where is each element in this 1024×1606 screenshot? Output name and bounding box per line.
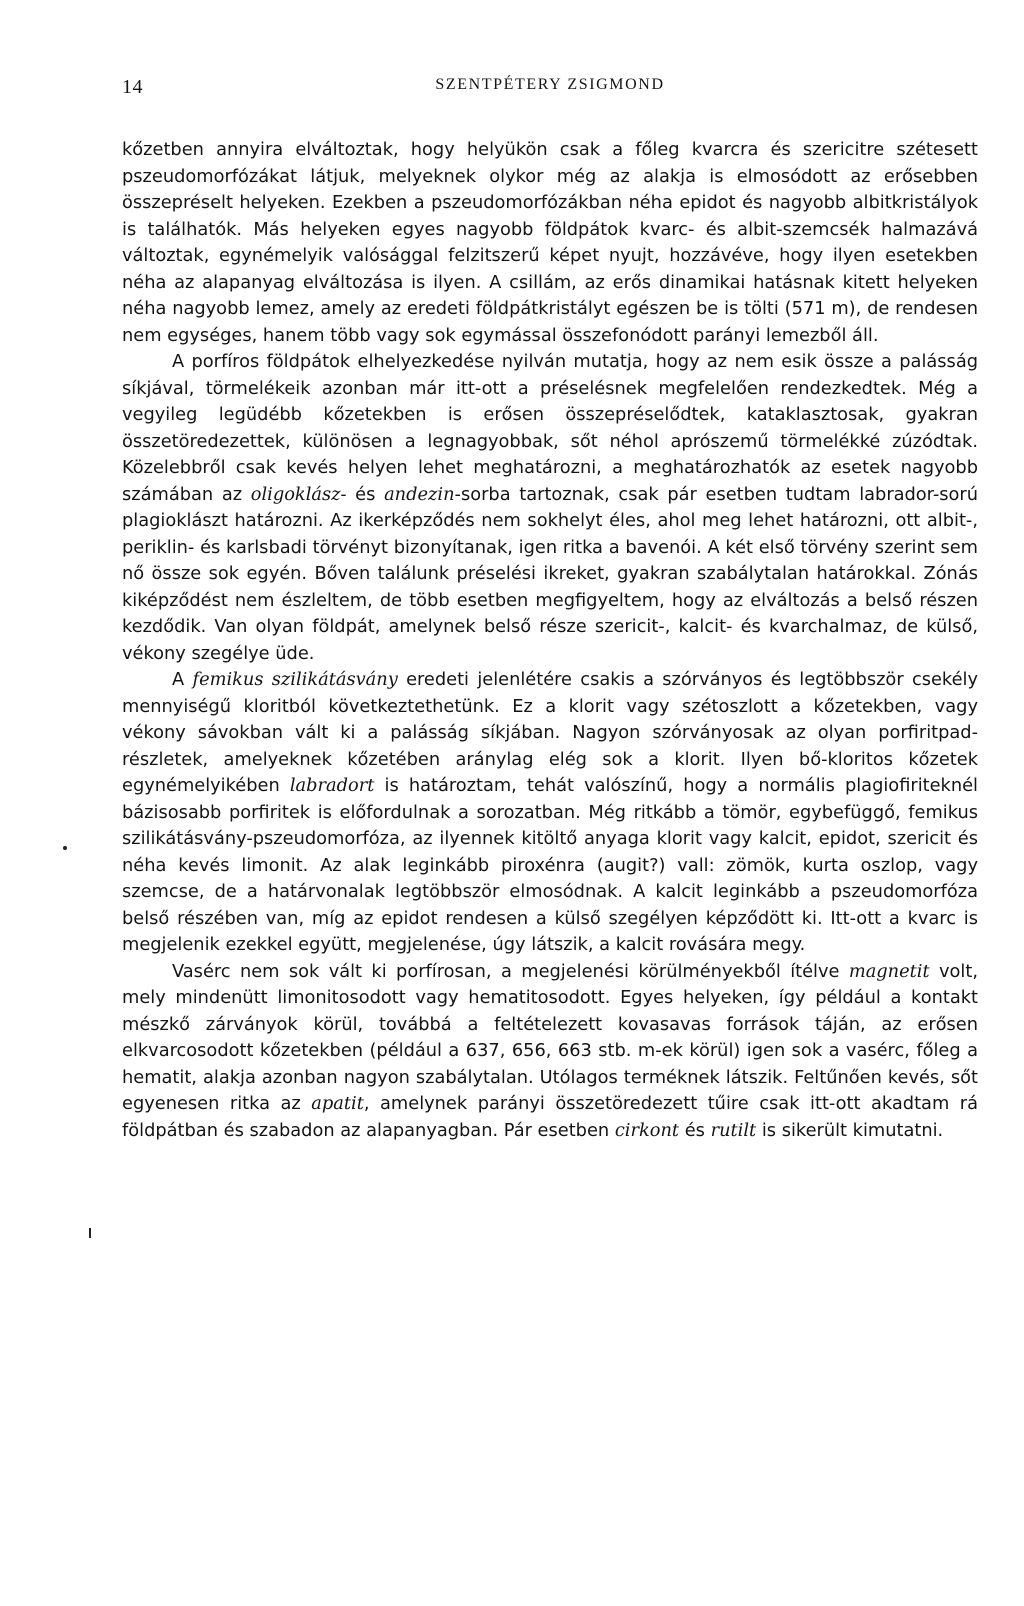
body-text (122, 137, 978, 1144)
text-run: eredeti jelenlétére csakis a szórványos és legtöbbször csekély mennyiségű kloritból következtethetünk. Ez a klorit vagy szétoszlott a kőzetekben, vagy vékony sávokban vált ki a palásság síkjában. Nagyon szórványosak az olyan porfiritpad-részletek, amelyeknek kőzetében aránylag elég sok a klorit. Ilyen bő-kloritos kőzetek egynémelyikében (122, 669, 978, 796)
italic-term: cirkont (614, 1119, 680, 1141)
text-run: Vasérc nem sok vált ki porfírosan, a megjelenési körülményekből ítélve (172, 960, 849, 982)
italic-term: labradort (289, 775, 375, 796)
italic-term: apatit (311, 1093, 364, 1114)
text-run: -sorba tartoznak, csak pár esetben tudtam labrador-sorú plagioklászt határozni. Az ikerképződés nem sokhelyt éles, ahol meg lehet határozni, ott albit-, periklin- és karlsbadi törvényt bizonyítanak, igen ritka a bavenói. A két első törvény szerint sem nő össze sok egyén. Bőven találunk préselési ikreket, gyakran szabálytalan határokkal. Zónás kiképződést nem észleltem, de több esetben megfigyeltem, hogy az elváltozás a belső részen kezdődik. Van olyan földpát, amelynek belső része szericit-, kalcit- és kvarchalmaz, de külső, vékony szegélye üde. (122, 483, 978, 664)
italic-term: magnetit (848, 960, 930, 982)
text-run: és (346, 483, 385, 505)
paragraph-1 (122, 137, 978, 349)
italic-term: andezin (384, 483, 455, 505)
paragraph-2 (122, 349, 978, 667)
paragraph-4 (122, 959, 978, 1145)
text-run: kőzetben annyira elváltoztak, hogy helyükön csak a főleg kvarcra és szericitre szétesett pszeudomorfózákat látjuk, melyeknek olykor még az alakja is elmosódott az erősebben összepréselt helyeken. Ezekben a pszeudomorfózákban néha epidot és nagyobb albitkristályok is találhatók. Más helyeken egyes nagyobb földpátok kvarc- és albit-szemcsék halmazává változtak, egynémelyik valósággal felzitszerű képet nyujt, hozzávéve, hogy ilyen esetekben néha az alapanyag elváltozása is ilyen. A csillám, az erős dinamikai hatásnak kitett helyeken néha nagyobb lemez, amely az eredeti földpátkristályt egészen be is tölti (571 m), de rendesen nem egységes, hanem több vagy sok egymással összefonódott parányi lemezből áll. (122, 139, 978, 346)
running-head: SZENTPÉTERY ZSIGMOND (435, 76, 665, 93)
italic-term: rutilt (710, 1119, 757, 1141)
scan-speck (63, 846, 67, 850)
text-run: A (172, 669, 193, 690)
text-run: A porfíros földpátok elhelyezkedése nyilván mutatja, hogy az nem esik össze a palásság síkjával, törmelékeik azonban már itt-ott a préselésnek megfelelően rendezkedtek. Még a vegyileg legüdébb kőzetekben is erősen összepréselődtek, kataklasztosak, gyakran összetöredezettek, különösen a legnagyobbak, sőt néhol aprószemű törmelékké zúzódtak. Közelebbről csak kevés helyen lehet meghatározni, a meghatározhatók az esetek nagyobb számában az (122, 351, 978, 505)
italic-term: femikus szilikátásvány (192, 669, 398, 690)
italic-term: oligoklász- (250, 483, 347, 505)
text-run: volt, mely mindenütt limonitosodott vagy hematitosodott. Egyes helyeken, így például a kontakt mészkő zárványok körül, továbbá a feltételezett kovasavas források táján, az erősen elkvarcosodott kőzetekben (például a 637, 656, 663 stb. m-ek körül) igen sok a vasérc, főleg a hematit, alakja azonban nagyon szabálytalan. Utólagos terméknek látszik. Feltűnően kevés, sőt egyenesen ritka az (122, 960, 978, 1114)
text-run: , amelynek parányi összetöredezett tűire csak itt-ott akadtam rá földpátban és szabadon az alapanyagban. Pár esetben (122, 1093, 978, 1141)
paragraph-3 (122, 667, 978, 959)
page-header (122, 76, 978, 102)
scan-speck (89, 1228, 91, 1238)
page-number: 14 (122, 76, 143, 98)
text-run: is sikerült kimutatni. (756, 1119, 944, 1141)
text-run: is határoztam, tehát valószínű, hogy a normális plagiofiriteknél bázisosabb porfiritek is előfordulnak a sorozatban. Még ritkább a tömör, egybefüggő, femikus szilikátásvány-pszeudomorfóza, az ilyennek kitöltő anyaga klorit vagy kalcit, epidot, szericit és néha kevés limonit. Az alak leginkább piroxénra (augit?) vall: zömök, kurta oszlop, vagy szemcse, de a határvonalak legtöbbször elmosódnak. A kalcit leginkább a pszeudomorfóza belső részében van, míg az epidot rendesen a külső szegélyen képződött ki. Itt-ott a kvarc is megjelenik ezekkel együtt, megjelenése, úgy látszik, a kalcit rovására megy. (122, 775, 978, 955)
text-run: és (679, 1119, 711, 1141)
